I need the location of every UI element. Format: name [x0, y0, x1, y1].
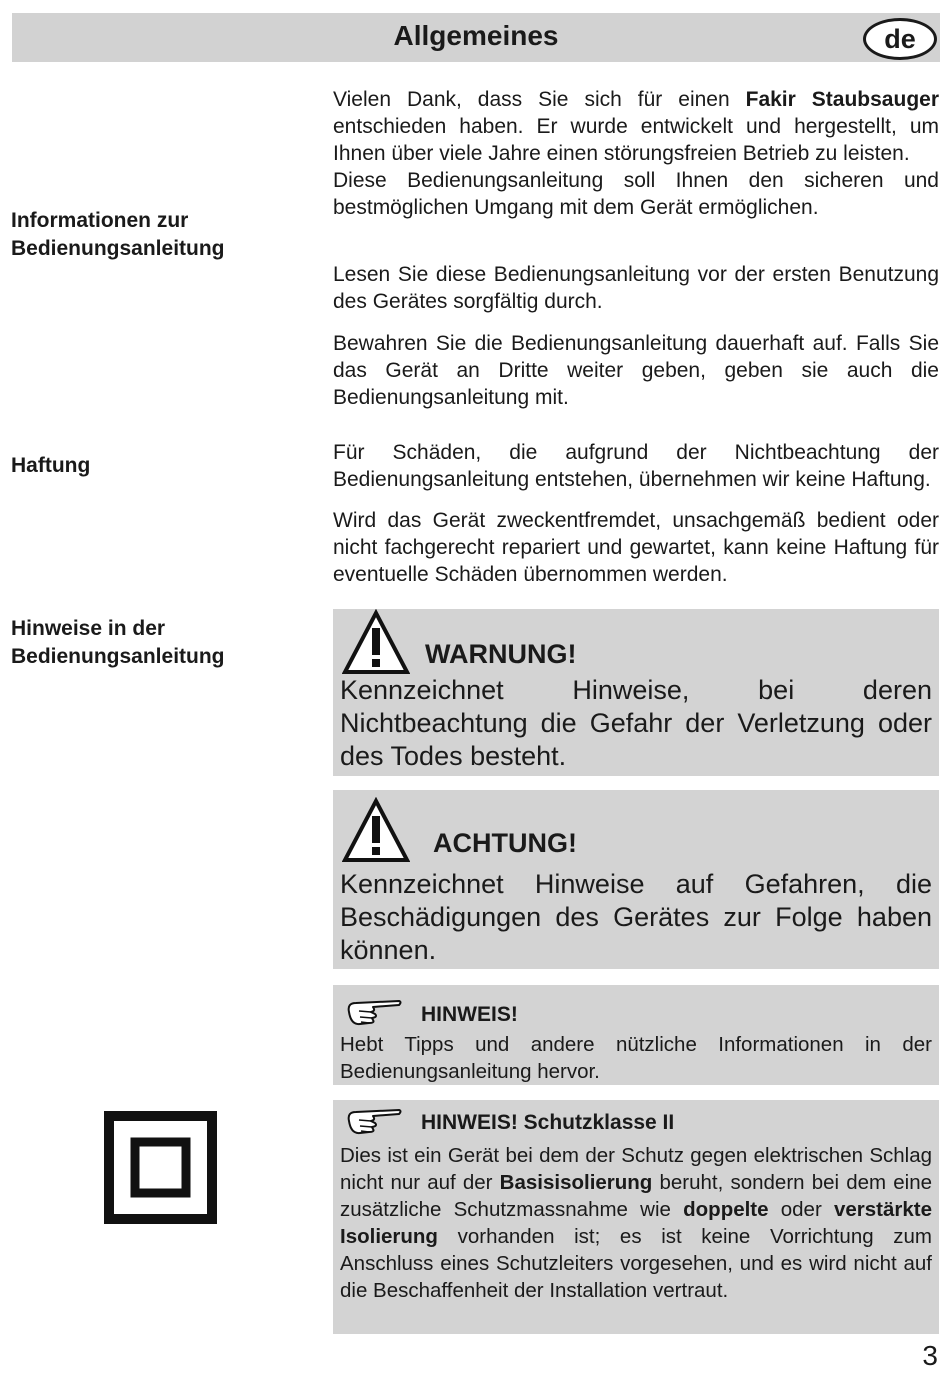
heading-hinweise-line1: Hinweise in der — [11, 617, 166, 640]
page-title: Allgemeines — [393, 20, 559, 51]
heading-informationen-line2: Bedienungsanleitung — [11, 237, 225, 260]
page-header — [12, 13, 940, 62]
schutzklasse-bold-2: doppelte — [683, 1198, 769, 1221]
schutzklasse-text-3: oder — [768, 1198, 834, 1221]
intro-product-name: Fakir Staubsauger — [745, 88, 939, 111]
intro-purpose-text: Diese Bedienungsanleitung soll Ihnen den sicheren und bestmöglichen Umgang mit dem Gerät ermöglichen. — [333, 169, 939, 219]
schutzklasse-bold-3: verstärkte Isolierung — [340, 1198, 933, 1248]
pointing-hand-icon — [345, 1108, 403, 1136]
schutzklasse-text-4: vorhanden ist; es ist keine Vorrichtung zum Anschluss eines Schutzleiters vorgesehen, und es wird nicht auf die Beschaffenheit der Installation vertraut. — [340, 1225, 932, 1302]
heading-informationen — [11, 207, 311, 263]
pointing-hand-icon — [345, 999, 403, 1027]
intro-text-end: entschieden haben. Er wurde entwickelt und hergestellt, um Ihnen über viele Jahre einen störungsfreien Betrieb zu leisten. — [333, 115, 939, 165]
page-number: 3 — [922, 1340, 938, 1371]
warning-triangle-icon — [342, 797, 410, 863]
achtung-box — [333, 790, 939, 969]
schutzklasse-title: HINWEIS! Schutzklasse II — [421, 1111, 675, 1134]
schutzklasse-box — [333, 1100, 939, 1334]
language-badge: de — [863, 18, 937, 60]
heading-informationen-line1: Informationen zur — [11, 209, 189, 232]
haftung-paragraph-2: Wird das Gerät zweckentfremdet, unsachgemäß bedient oder nicht fachgerecht repariert und gewartet, kann keine Haftung für eventuelle Schäden übernommen werden. — [333, 509, 939, 586]
hinweis-text: Hebt Tipps und andere nützliche Informationen in der Bedienungsanleitung hervor. — [340, 1033, 932, 1083]
warnung-title: WARNUNG! — [425, 639, 577, 669]
hinweis-box — [333, 985, 939, 1085]
heading-hinweise — [11, 615, 311, 671]
info-paragraph-1: Lesen Sie diese Bedienungsanleitung vor der ersten Benutzung des Gerätes sorgfältig durch. — [333, 263, 939, 313]
info-paragraph-2: Bewahren Sie die Bedienungsanleitung dauerhaft auf. Falls Sie das Gerät an Dritte weiter geben, geben sie auch die Bedienungsanleitung mit. — [333, 332, 939, 409]
schutzklasse-text-1: Dies ist ein Gerät bei dem der Schutz gegen elektrischen Schlag nicht nur auf der — [340, 1144, 932, 1194]
heading-hinweise-line2: Bedienungsanleitung — [11, 645, 225, 668]
schutzklasse-bold-1: Basisisolierung — [499, 1171, 653, 1194]
achtung-title: ACHTUNG! — [433, 828, 577, 858]
hinweis-title: HINWEIS! — [421, 1003, 518, 1026]
warnung-text: Kennzeichnet Hinweise, bei deren Nichtbeachtung die Gefahr der Verletzung oder des Todes besteht. — [340, 675, 932, 771]
warnung-box — [333, 609, 939, 776]
heading-haftung: Haftung — [11, 454, 91, 477]
schutzklasse-text-2: beruht, sondern bei dem eine zusätzliche Schutzmassnahme wie — [340, 1171, 932, 1221]
double-square-icon — [104, 1111, 217, 1224]
schutzklasse-text — [340, 1142, 932, 1304]
intro-text-start: Vielen Dank, dass Sie sich für einen — [333, 88, 746, 111]
intro-paragraph — [333, 86, 939, 221]
haftung-paragraph-1: Für Schäden, die aufgrund der Nichtbeachtung der Bedienungsanleitung entstehen, übernehmen wir keine Haftung. — [333, 441, 939, 491]
achtung-text: Kennzeichnet Hinweise auf Gefahren, die Beschädigungen des Gerätes zur Folge haben können. — [340, 869, 932, 965]
warning-triangle-icon — [342, 609, 410, 675]
